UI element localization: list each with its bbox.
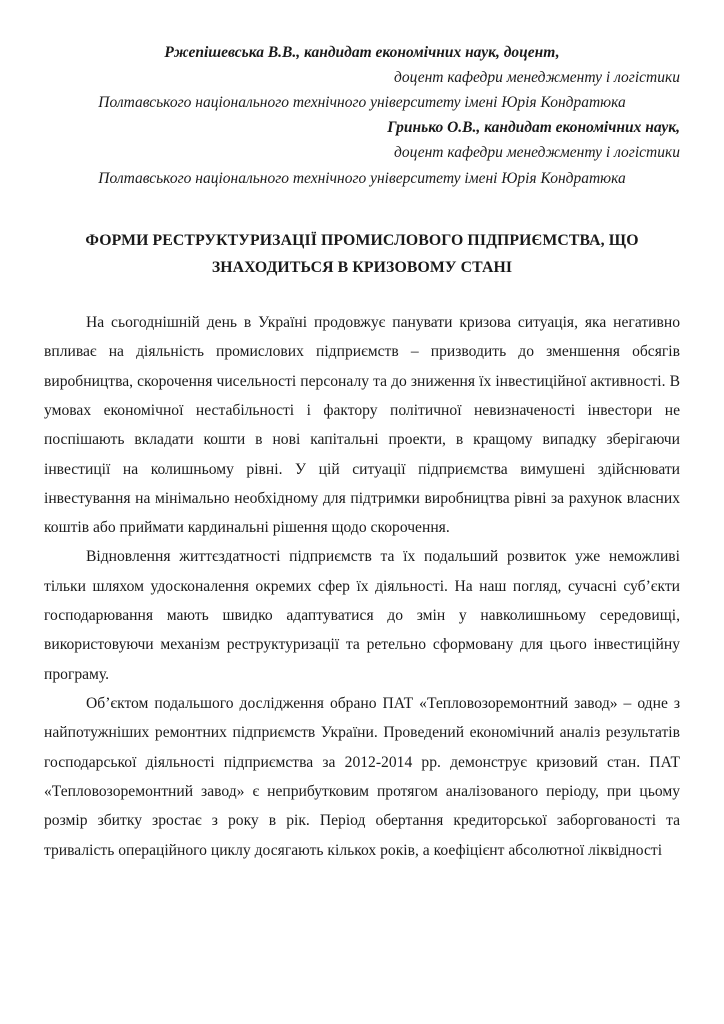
page-title: ФОРМИ РЕСТРУКТУРИЗАЦІЇ ПРОМИСЛОВОГО ПІДПРИЄМСТВА, ЩО ЗНАХОДИТЬСЯ В КРИЗОВОМУ СТАНІ — [85, 231, 639, 277]
paragraph-1: На сьогоднішній день в Україні продовжує панувати кризова ситуація, яка негативно впливає на діяльність промислових підприємств – призводить до зменшення обсягів виробництва, скорочення чисельності персоналу та до зниження їх інвестиційної активності. В умовах економічної нестабільності і фактору політичної невизначеності інвестори не поспішають вкладати кошти в нові капітальні проекти, в кращому випадку зберігаючи інвестиції на колишньому рівні. У цій ситуації підприємства вимушені здійснювати інвестування на мінімально необхідному для підтримки виробництва рівні за рахунок власних коштів або приймати кардинальні рішення щодо скорочення. — [44, 313, 680, 537]
body-text — [44, 308, 680, 865]
paragraph-2: Відновлення життєздатності підприємств та їх подальший розвиток уже неможливі тільки шляхом удосконалення окремих сфер їх діяльності. На наш погляд, сучасні суб’єкти господарювання мають швидко адаптуватися до змін у навколишньому середовищі, використовуючи механізм реструктуризації та ретельно сформовану для цього інвестиційну програму. — [44, 548, 680, 683]
byline-line-4: Гринько О.В., кандидат економічних наук, — [387, 119, 680, 137]
byline-line-6: Полтавського національного технічного університету імені Юрія Кондратюка — [98, 169, 626, 187]
paragraph-3: Об’єктом подальшого дослідження обрано ПАТ «Тепловозоремонтний завод» – одне з найпотужніших ремонтних підприємств України. Проведений економічний аналіз результатів господарської діяльності підприємства за 2012-2014 рр. демонструє кризовий стан. ПАТ «Тепловозоремонтний завод» є неприбутковим протягом аналізованого періоду, при цьому розмір збитку зростає з року в рік. Період обертання кредиторської заборгованості та тривалість операційного циклу досягають кількох років, а коефіцієнт абсолютної ліквідності — [44, 695, 680, 859]
byline-line-3: Полтавського національного технічного університету імені Юрія Кондратюка — [98, 94, 626, 112]
byline-line-1: Ржепішевська В.В., кандидат економічних наук, доцент, — [164, 44, 560, 61]
byline-line-5: доцент кафедри менеджменту і логістики — [394, 144, 680, 162]
byline-line-2: доцент кафедри менеджменту і логістики — [394, 69, 680, 87]
author-byline-block — [44, 40, 680, 191]
